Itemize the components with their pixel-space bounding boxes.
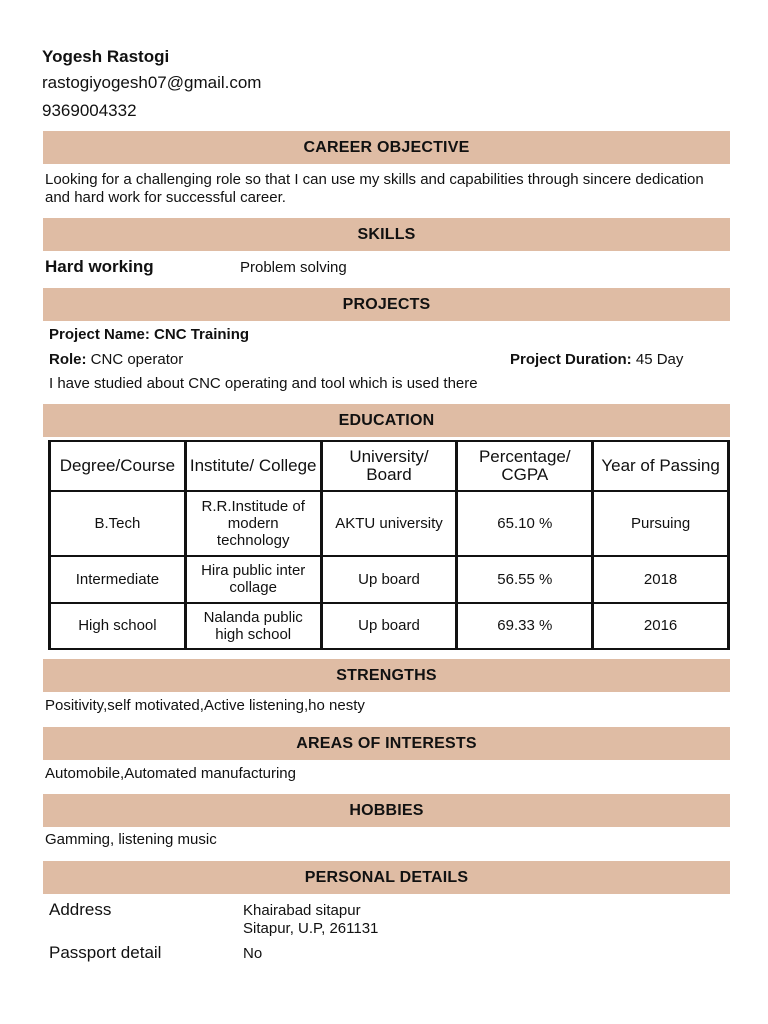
column-header: Year of Passing <box>594 442 727 490</box>
career-objective-text: Looking for a challenging role so that I can use my skills and capabilities through sincere dedication and hard work for successful career. <box>45 171 704 206</box>
table-cell: 56.55 % <box>458 557 591 601</box>
section-header-skills: SKILLS <box>43 218 730 251</box>
phone-number: 9369004332 <box>42 101 137 120</box>
table-cell: 2016 <box>594 604 727 648</box>
table-row <box>51 604 727 648</box>
project-role-line <box>49 351 183 368</box>
address-line-2: Sitapur, U.P, 261131 <box>243 920 379 937</box>
project-name-label: Project Name: <box>49 326 150 343</box>
project-duration-line <box>510 351 683 368</box>
table-cell: Up board <box>323 604 456 648</box>
table-cell: R.R.Institude of modern technology <box>187 492 320 555</box>
section-header-hobbies: HOBBIES <box>43 794 730 827</box>
project-role-label: Role: <box>49 351 87 368</box>
section-header-personal-details: PERSONAL DETAILS <box>43 861 730 894</box>
table-cell: 2018 <box>594 557 727 601</box>
table-cell: B.Tech <box>51 492 184 555</box>
candidate-name: Yogesh Rastogi <box>42 47 170 66</box>
table-cell: 69.33 % <box>458 604 591 648</box>
education-table <box>48 440 730 650</box>
section-header-strengths: STRENGTHS <box>43 659 730 692</box>
hobbies-text: Gamming, listening music <box>45 831 217 848</box>
table-row <box>51 492 727 555</box>
table-cell: AKTU university <box>323 492 456 555</box>
section-header-interests: AREAS OF INTERESTS <box>43 727 730 760</box>
interests-text: Automobile,Automated manufacturing <box>45 765 296 782</box>
project-duration-value: 45 Day <box>635 351 684 368</box>
skill-item: Problem solving <box>240 259 347 276</box>
address-label: Address <box>49 900 112 919</box>
column-header: University/ Board <box>323 442 456 490</box>
table-cell: Nalanda public high school <box>187 604 320 648</box>
email-address: rastogiyogesh07@gmail.com <box>42 73 262 92</box>
table-cell: High school <box>51 604 184 648</box>
project-duration-label: Project Duration: <box>510 351 632 368</box>
table-row <box>51 557 727 601</box>
passport-value: No <box>243 945 263 962</box>
project-description: I have studied about CNC operating and tool which is used there <box>49 375 478 392</box>
table-cell: Up board <box>323 557 456 601</box>
project-role-value: CNC operator <box>90 351 184 368</box>
column-header: Degree/Course <box>51 442 184 490</box>
table-cell: Pursuing <box>594 492 727 555</box>
section-header-projects: PROJECTS <box>43 288 730 321</box>
project-name-line <box>49 326 249 343</box>
table-cell: 65.10 % <box>458 492 591 555</box>
project-name-value: CNC Training <box>154 326 250 343</box>
strengths-text: Positivity,self motivated,Active listening,ho nesty <box>45 697 365 714</box>
passport-label: Passport detail <box>49 943 162 962</box>
column-header: Institute/ College <box>187 442 320 490</box>
address-line-1: Khairabad sitapur <box>243 902 361 919</box>
table-cell: Intermediate <box>51 557 184 601</box>
table-header-row <box>51 442 727 490</box>
section-header-career-objective: CAREER OBJECTIVE <box>43 131 730 164</box>
skill-item: Hard working <box>45 257 154 276</box>
section-header-education: EDUCATION <box>43 404 730 437</box>
column-header: Percentage/ CGPA <box>458 442 591 490</box>
table-cell: Hira public inter collage <box>187 557 320 601</box>
